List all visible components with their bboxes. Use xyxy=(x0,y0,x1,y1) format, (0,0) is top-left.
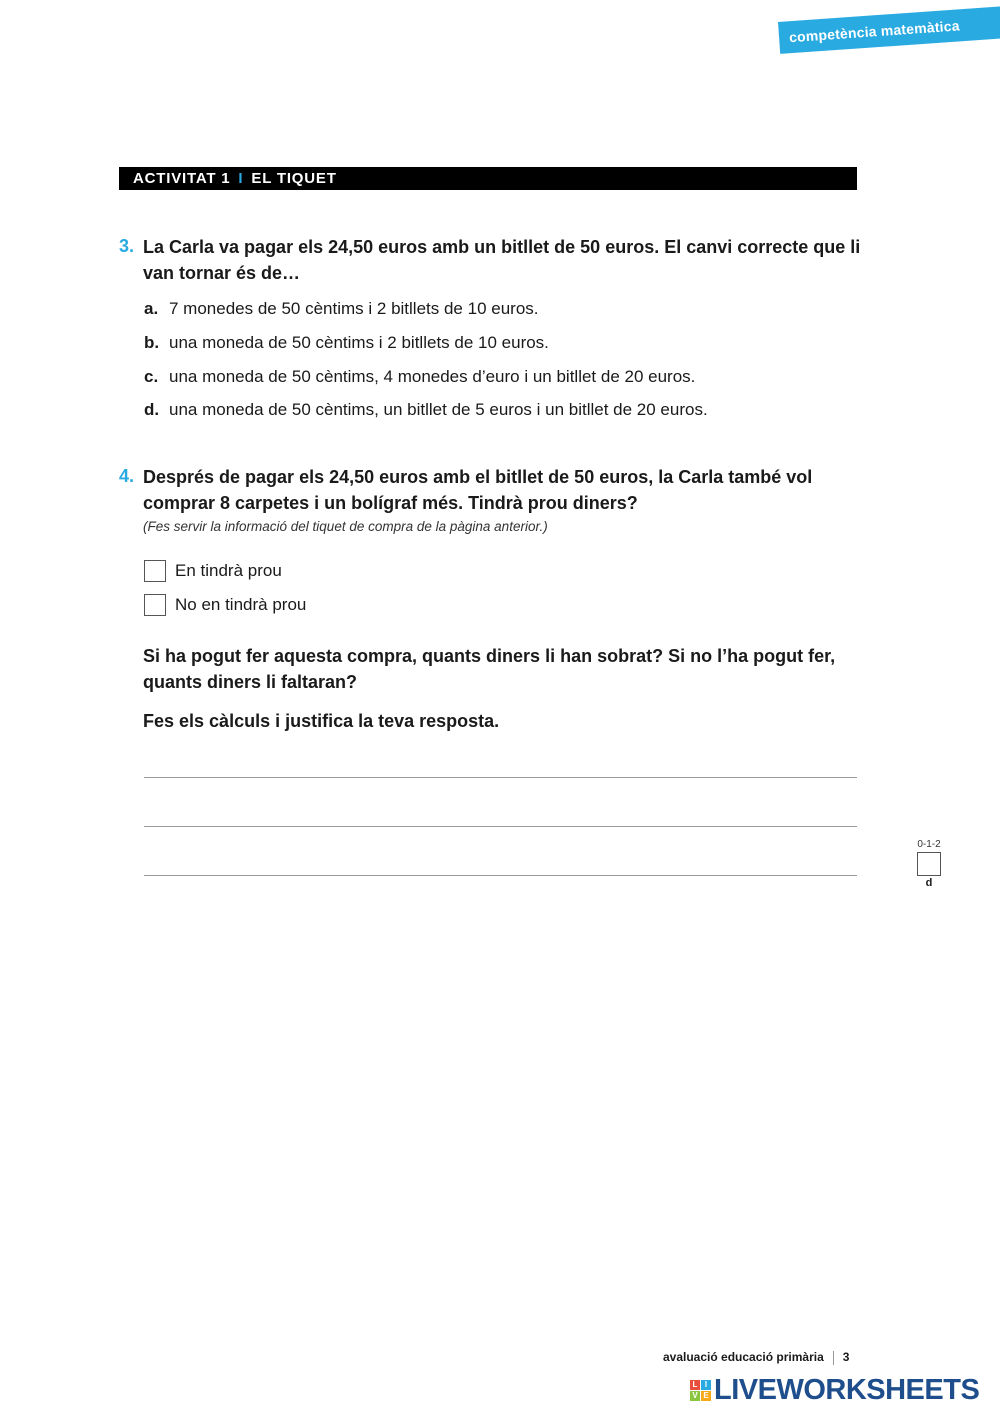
footer-text: avaluació educació primària xyxy=(663,1350,824,1364)
option-text: 7 monedes de 50 cèntims i 2 bitllets de 10 euros. xyxy=(169,299,539,318)
checkbox-enough[interactable] xyxy=(144,560,166,582)
page-footer xyxy=(663,1350,849,1365)
option-letter: a. xyxy=(144,299,159,318)
activity-label: ACTIVITAT 1 xyxy=(133,170,231,187)
score-box[interactable] xyxy=(917,852,941,876)
activity-title: EL TIQUET xyxy=(251,170,337,187)
liveworksheets-logo xyxy=(690,1374,979,1407)
activity-header xyxy=(119,167,857,190)
follow-up-question: Si ha pogut fer aquesta compra, quants diners li han sobrat? Si no l’ha pogut fer, quants diners li faltaran? xyxy=(143,646,836,692)
logo-icon xyxy=(690,1380,711,1401)
logo-letter-l: L xyxy=(690,1380,700,1390)
question-4-note: (Fes servir la informació del tiquet de compra de la pàgina anterior.) xyxy=(143,519,548,534)
question-3-number: 3. xyxy=(119,236,135,256)
option-letter: c. xyxy=(144,367,159,386)
score-letter: d xyxy=(925,877,933,889)
brand-name: LIVEWORKSHEETS xyxy=(714,1374,980,1406)
score-range: 0-1-2 xyxy=(917,839,941,850)
option-text: una moneda de 50 cèntims, un bitllet de 5 euros i un bitllet de 20 euros. xyxy=(169,400,708,419)
question-4-number: 4. xyxy=(119,466,135,486)
option-text: una moneda de 50 cèntims i 2 bitllets de 10 euros. xyxy=(169,333,549,352)
logo-letter-v: V xyxy=(690,1391,700,1401)
option-a[interactable] xyxy=(144,298,539,320)
logo-letter-e: E xyxy=(701,1391,711,1401)
footer-divider xyxy=(833,1351,834,1365)
logo-letter-i: I xyxy=(701,1380,711,1390)
competence-tag: competència matemàtica xyxy=(778,5,1000,54)
option-letter: b. xyxy=(144,333,160,352)
option-text: una moneda de 50 cèntims, 4 monedes d’euro i un bitllet de 20 euros. xyxy=(169,367,696,386)
page-number: 3 xyxy=(842,1350,850,1364)
header-separator: I xyxy=(238,170,244,187)
choice-not-enough xyxy=(144,592,306,618)
score-box-group xyxy=(916,839,942,889)
answer-line[interactable] xyxy=(144,826,857,827)
choice-label: En tindrà prou xyxy=(175,561,282,580)
option-d[interactable] xyxy=(144,399,708,421)
question-3-text: La Carla va pagar els 24,50 euros amb un bitllet de 50 euros. El canvi correcte que li van tornar és de… xyxy=(143,237,861,283)
option-letter: d. xyxy=(144,400,160,419)
instruction: Fes els càlculs i justifica la teva resposta. xyxy=(143,711,500,731)
answer-line[interactable] xyxy=(144,875,857,876)
choice-enough xyxy=(144,558,282,584)
answer-line[interactable] xyxy=(144,777,857,778)
checkbox-not-enough[interactable] xyxy=(144,594,166,616)
option-b[interactable] xyxy=(144,332,549,354)
question-4-text: Després de pagar els 24,50 euros amb el bitllet de 50 euros, la Carla també vol comprar 8 carpetes i un bolígraf més. Tindrà prou diners? xyxy=(143,467,813,513)
option-c[interactable] xyxy=(144,366,695,388)
choice-label: No en tindrà prou xyxy=(175,595,307,614)
